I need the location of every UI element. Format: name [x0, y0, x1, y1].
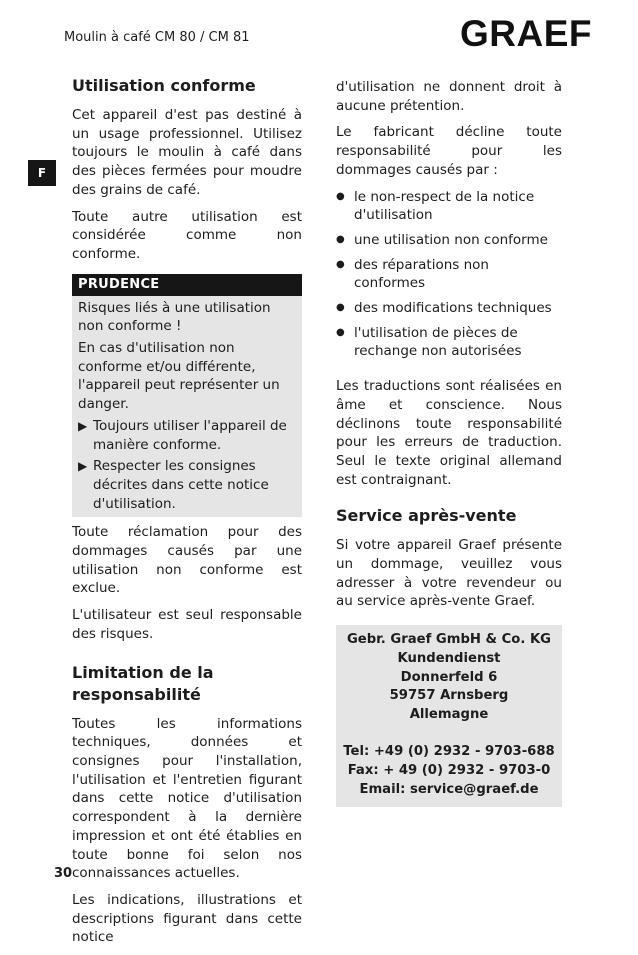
- company-name: Gebr. Graef GmbH & Co. KG: [346, 632, 552, 648]
- bullet-icon: ●: [336, 258, 345, 270]
- section-heading-intended-use: Utilisation conforme: [72, 76, 256, 95]
- paragraph: Toute autre utilisation est considérée comme non conforme.: [72, 208, 302, 262]
- fax-number: Fax: + 49 (0) 2932 - 9703-0: [347, 763, 551, 779]
- section-heading-liability: Limitation de la responsabilité: [72, 662, 214, 704]
- paragraph: Toute réclamation pour des dommages causés par une utilisation non conforme est exclue.: [72, 524, 302, 597]
- caution-instruction: [72, 414, 302, 454]
- city: 59757 Arnsberg: [389, 688, 509, 704]
- list-item-text: une utilisation non conforme: [354, 231, 548, 248]
- caution-instruction: [72, 454, 302, 513]
- list-item: [336, 299, 562, 318]
- liability-list: [336, 188, 562, 362]
- caution-header: PRUDENCE: [72, 274, 302, 296]
- phone-number: Tel: +49 (0) 2932 - 9703-688: [343, 744, 555, 760]
- caution-instruction-text: Respecter les consignes décrites dans cette notice d'utilisation.: [93, 458, 269, 512]
- paragraph: Si votre appareil Graef présente un dommage, veuillez vous adresser à votre revendeur ou au service après-vente Graef.: [336, 537, 562, 610]
- list-item-text: des réparations non conformes: [354, 256, 489, 292]
- page-number: 30: [54, 866, 73, 881]
- list-item: [336, 231, 562, 250]
- paragraph: Les traductions sont réalisées en âme et conscience. Nous déclinons toute responsabilité pour les erreurs de traduction. Seul le texte original allemand est contraignant.: [336, 378, 562, 488]
- country: Allemagne: [409, 706, 489, 722]
- caution-instruction-text: Toujours utiliser l'appareil de manière conforme.: [93, 417, 287, 453]
- graef-logo: GRAEF: [460, 13, 592, 54]
- paragraph: d'utilisation ne donnent droit à aucune prétention.: [336, 79, 562, 114]
- list-item: [336, 188, 562, 225]
- list-item: [336, 324, 562, 361]
- street-address: Donnerfeld 6: [400, 669, 498, 685]
- bullet-icon: ●: [336, 233, 345, 245]
- paragraph: Cet appareil d'est pas destiné à un usage professionnel. Utilisez toujours le moulin à café dans des pièces fermées pour moudre des grains de café.: [72, 107, 302, 198]
- language-tab: F: [28, 160, 56, 186]
- paragraph: L'utilisateur est seul responsable des risques.: [72, 607, 302, 642]
- bullet-icon: ●: [336, 190, 345, 202]
- department: Kundendienst: [397, 650, 501, 666]
- bullet-icon: ●: [336, 302, 345, 314]
- section-heading-service: Service après-vente: [336, 506, 517, 526]
- list-item-text: l'utilisation de pièces de rechange non autorisées: [354, 324, 522, 360]
- arrow-right-icon: ▶: [78, 418, 88, 433]
- list-item: [336, 256, 562, 293]
- caution-box: [72, 274, 302, 518]
- caution-warning: En cas d'utilisation non conforme et/ou différente, l'appareil peut représenter un danger.: [78, 340, 280, 413]
- service-contact-box: [336, 625, 562, 807]
- paragraph: Le fabricant décline toute responsabilité pour les dommages causés par :: [336, 124, 562, 178]
- paragraph: Toutes les informations techniques, données et consignes pour l'installation, l'utilisation et l'entretien figurant dans cette notice d'utilisation correspondent à la dernière impression et ont été établies en toute bonne foi selon nos connaissances actuelles.: [72, 715, 302, 882]
- right-column: [336, 78, 562, 807]
- document-header-title: Moulin à café CM 80 / CM 81: [64, 30, 250, 45]
- list-item-text: des modifications techniques: [354, 300, 552, 317]
- email-address: Email: service@graef.de: [359, 781, 539, 797]
- caution-risk: Risques liés à une utilisation non conforme !: [78, 299, 271, 335]
- bullet-icon: ●: [336, 326, 345, 338]
- paragraph: Les indications, illustrations et descriptions figurant dans cette notice: [72, 891, 302, 946]
- list-item-text: le non-respect de la notice d'utilisation: [354, 188, 535, 224]
- left-column: [72, 75, 302, 955]
- arrow-right-icon: ▶: [78, 459, 88, 474]
